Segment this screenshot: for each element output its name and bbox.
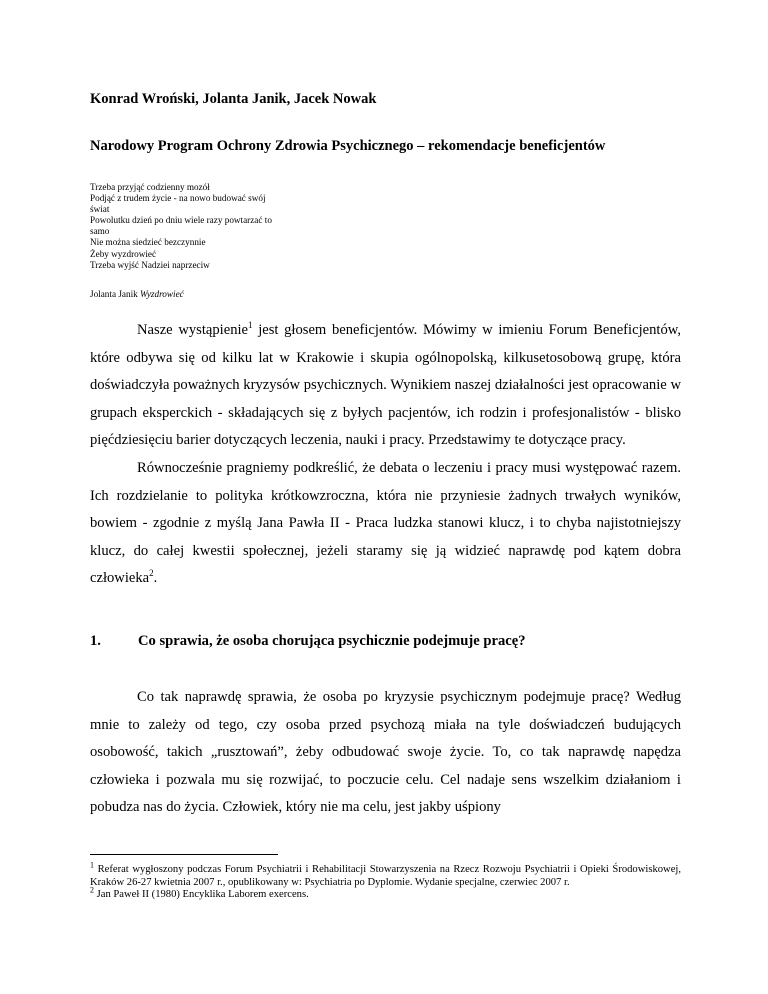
section-number: 1.	[90, 633, 101, 649]
section-title: Co sprawia, że osoba chorująca psychicznie podejmuje pracę?	[138, 633, 526, 649]
section-1-paragraph: Co tak naprawdę sprawia, że osoba po kryzysie psychicznym podejmuje pracę? Według mnie to zależy od tego, czy osoba przed psychozą miała na tyle doświadczeń budujących osobowość, takich „rusztowań”, żeby odbudować swoje życie. To, co tak naprawdę napędza człowieka i pozwala mu się rozwijać, to poczucie celu. Cel nadaje sens wszelkim działaniom i pobudza nas do życia. Człowiek, który nie ma celu, jest jakby uśpiony	[90, 689, 681, 816]
poem-line: świat	[90, 204, 110, 215]
intro-body	[90, 317, 681, 593]
footnote-text: Jan Paweł II (1980) Encyklika Laborem exercens.	[94, 889, 309, 901]
poem-line: Powolutku dzień po dniu wiele razy powtarzać to	[90, 215, 272, 226]
footnote-mark: 1	[90, 860, 94, 870]
poem-line: Trzeba przyjąć codzienny mozół	[90, 182, 210, 192]
intro-p1-rest: jest głosem beneficjentów. Mówimy w imieniu Forum Beneficjentów, które odbywa się od kilku lat w Krakowie i skupia ogólnopolską, kilkusetosobową grupę, która doświadczyła poważnych kryzysów psychicznych. Wynikiem naszej działalności jest opracowanie w grupach eksperckich - składających się z byłych pacjentów, ich rodzin i profesjonalistów - blisko pięćdziesięciu barier dotyczących leczenia, nauki i pracy. Przedstawimy te dotyczące pracy.	[90, 322, 681, 449]
poem-line: Nie można siedzieć bezczynnie	[90, 237, 206, 248]
epigraph-poem	[90, 182, 320, 271]
authors-line: Konrad Wroński, Jolanta Janik, Jacek Nowak	[90, 91, 377, 107]
document-title: Narodowy Program Ochrony Zdrowia Psychicznego – rekomendacje beneficjentów	[90, 138, 606, 154]
intro-p2-end: .	[153, 570, 158, 587]
footnote-mark: 2	[90, 885, 94, 895]
intro-paragraph-2	[90, 455, 681, 593]
footnote-2	[90, 885, 681, 902]
footnote-text: Referat wygłoszony podczas Forum Psychiatrii i Rehabilitacji Stowarzyszenia na Rzecz Rozwoju Psychiatrii i Opieki Środowiskowej, Kraków 26-27 kwietnia 2007 r., opublikowany w: Psychiatria po Dyplomie. Wydanie specjalne, czerwiec 2007 r.	[90, 864, 681, 888]
poem-line: samo	[90, 226, 110, 237]
poem-line: Trzeba wyjść Nadziei naprzeciw	[90, 259, 210, 270]
section-heading-1	[90, 633, 526, 650]
section-1-body	[90, 684, 681, 822]
intro-paragraph-1	[90, 317, 681, 455]
footnote-ref-1[interactable]: 1	[248, 320, 253, 331]
poem-line: Podjąć z trudem życie - na nowo budować swój	[90, 193, 266, 204]
intro-p1-start: Nasze wystąpienie	[137, 322, 249, 338]
poem-author: Jolanta Janik	[90, 289, 138, 299]
footnotes	[90, 860, 681, 902]
footnote-separator	[90, 854, 278, 855]
poem-work-title: Wyzdrowieć	[140, 289, 184, 299]
poem-line: Żeby wyzdrowieć	[90, 248, 157, 259]
intro-p2-text: Równocześnie pragniemy podkreślić, że debata o leczeniu i pracy musi występować razem. Ich rozdzielanie to polityka krótkowzroczna, która nie przyniesie żadnych trwałych wyników, bowiem - zgodnie z myślą Jana Pawła II - Praca ludzka stanowi klucz, i to chyba najistotniejszy klucz, do całej kwestii społecznej, jeżeli staramy się ją widzieć naprawdę pod kątem dobra człowieka	[90, 459, 681, 587]
footnote-1	[90, 860, 681, 889]
footnote-ref-2[interactable]: 2	[149, 568, 154, 579]
poem-attribution	[90, 289, 184, 299]
